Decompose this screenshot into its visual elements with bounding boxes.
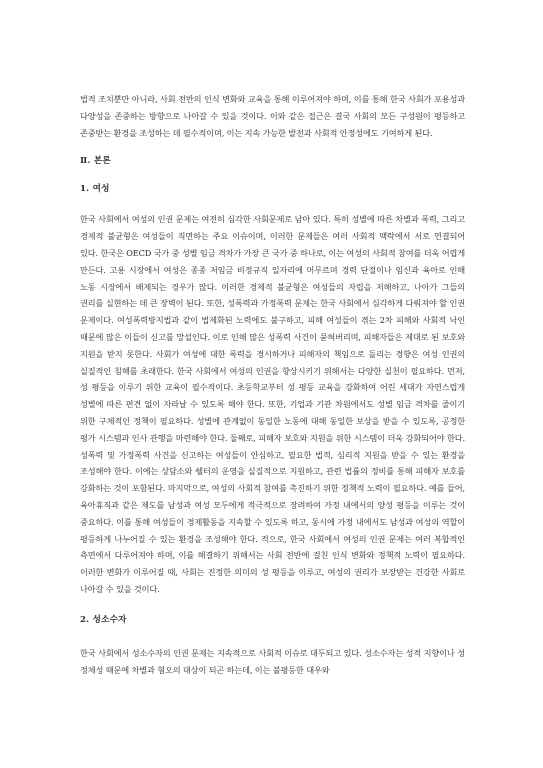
sexual-minorities-paragraph: 한국 사회에서 성소수자의 인권 문제는 지속적으로 사회적 이슈로 대두되고 있다. 성소수자는 성적 지향이나 성 정체성 때문에 차별과 혐오의 대상이 되곤 하는데, 이는 불평등한 대우와 <box>80 647 465 675</box>
subsection-heading-women: 1. 여성 <box>80 184 110 195</box>
section-heading: Ⅱ. 본론 <box>80 156 111 167</box>
subsection-heading-sexual-minorities: 2. 성소수자 <box>80 614 127 625</box>
intro-paragraph: 법적 조치뿐만 아니라, 사회 전반의 인식 변화와 교육을 통해 이루어져야 하며, 이를 통해 한국 사회가 포용성과 다양성을 존중하는 방향으로 나아갈 수 있을 것이다. 이와 같은 접근은 결국 사회의 모든 구성원이 평등하고 존중받는 환경을 조성하는 데 필수적이며, 이는 지속 가능한 발전과 사회적 안정성에도 기여하게 된다. <box>80 94 465 138</box>
women-paragraph: 한국 사회에서 여성의 인권 문제는 여전히 심각한 사회문제로 남아 있다. 특히 성별에 따른 차별과 폭력, 그리고 경제적 불균형은 여성들이 직면하는 주요 이슈이며, 이러한 문제들은 여러 사회적 맥락에서 서로 연결되어 있다. 한국은 OECD 국가 중 성별 임금 격차가 가장 큰 국가 중 하나로, 이는 여성의 사회적 참여를 더욱 어렵게 만든다. 고용 시장에서 여성은 종종 저임금 비정규직 일자리에 머무르며 경력 단절이나 임신과 육아로 인해 노동 시장에서 배제되는 경우가 많다. 이러한 경제적 불균형은 여성들의 자립을 저해하고, 나아가 그들의 권리를 실현하는 데 큰 장벽이 된다. 또한, 성폭력과 가정폭력 문제는 한국 사회에서 심각하게 다뤄져야 할 인권 문제이다. 여성폭력방지법과 같이 법제화된 노력에도 불구하고, 피해 여성들이 겪는 2차 피해와 사회적 낙인 때문에 많은 이들이 신고를 망설인다. 이로 인해 많은 성폭력 사건이 묻혀버리며, 피해자들은 제대로 된 보호와 지원을 받지 못한다. 사회가 여성에 대한 폭력을 경시하거나 피해자의 책임으로 돌리는 경향은 여성 인권의 실질적인 침해를 초래한다. 한국 사회에서 여성의 인권을 향상시키기 위해서는 다양한 실천이 필요하다. 먼저, 성 평등을 이루기 위한 교육이 필수적이다. 초등학교부터 성 평등 교육을 강화하여 어린 세대가 자연스럽게 성별에 따른 편견 없이 자라날 수 있도록 해야 한다. 또한, 기업과 기관 차원에서도 성별 임금 격차를 줄이기 위한 구체적인 정책이 필요하다. 성별에 관계없이 동일한 노동에 대해 동일한 보상을 받을 수 있도록, 공정한 평가 시스템과 인사 관행을 마련해야 한다. 둘째로, 피해자 보호와 지원을 위한 시스템이 더욱 강화되어야 한다. 성폭력 및 가정폭력 사건을 신고하는 여성들이 안심하고, 필요한 법적, 심리적 지원을 받을 수 있는 환경을 조성해야 한다. 이에는 상담소와 쉘터의 운영을 실질적으로 지원하고, 관련 법률의 정비를 통해 피해자 보호를 강화하는 것이 포함된다. 마지막으로, 여성의 사회적 참여를 촉진하기 위한 정책적 노력이 필요하다. 예를 들어, 육아휴직과 같은 제도를 남성과 여성 모두에게 적극적으로 장려하여 가정 내에서의 양성 평등을 이루는 것이 중요하다. 이를 통해 여성들이 경제활동을 지속할 수 있도록 하고, 동시에 가정 내에서도 남성과 여성의 역할이 평등하게 나누어질 수 있는 환경을 조성해야 한다. 적으로, 한국 사회에서 여성의 인권 문제는 여러 복합적인 측면에서 다루어져야 하며, 이를 해결하기 위해서는 사회 전반에 걸친 인식 변화와 정책적 노력이 필요하다. 이러한 변화가 이루어질 때, 사회는 진정한 의미의 성 평등을 이루고, 여성의 권리가 보장받는 건강한 사회로 나아갈 수 있을 것이다. <box>80 214 465 594</box>
document-body <box>80 91 465 678</box>
